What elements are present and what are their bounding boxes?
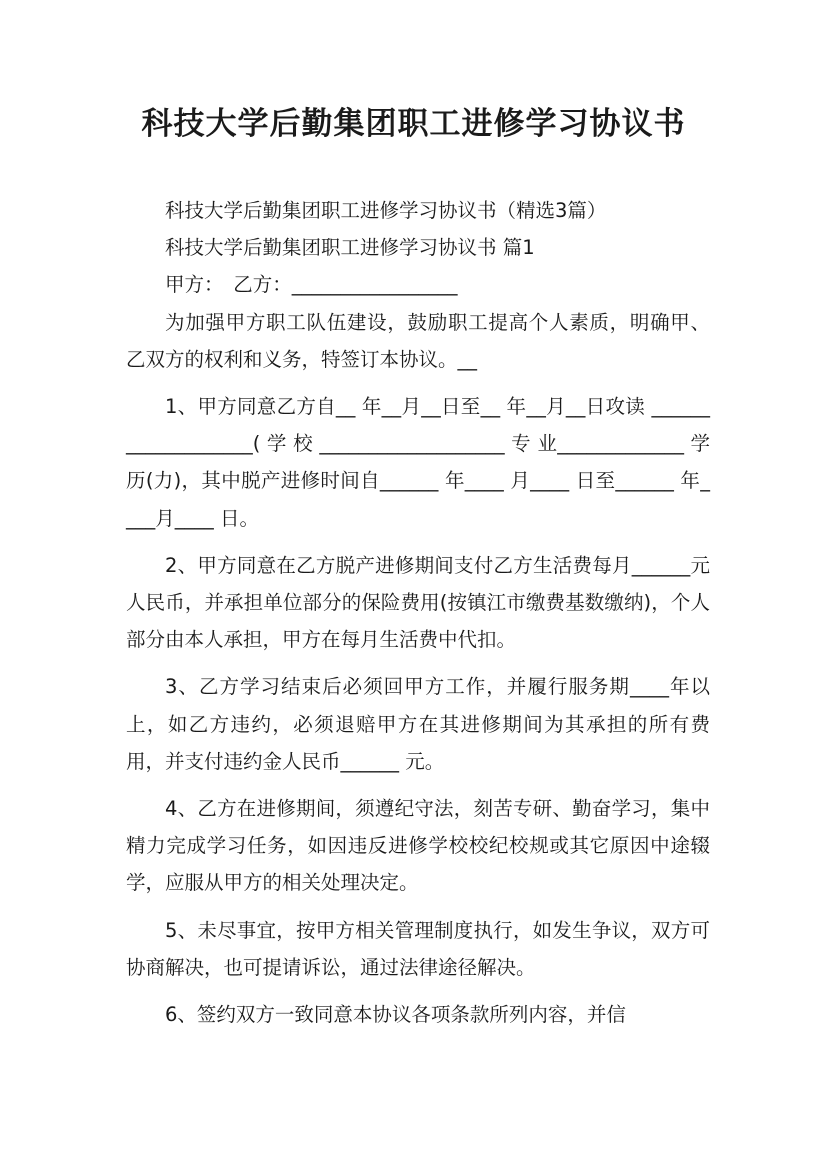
section-heading: 科技大学后勤集团职工进修学习协议书 篇1 bbox=[165, 236, 535, 260]
document-title: 科技大学后勤集团职工进修学习协议书 bbox=[141, 106, 686, 142]
clause-4: 4、乙方在进修期间，须遵纪守法，刻苦专研、勤奋学习，集中精力完成学习任务，如因违反进修学校校纪校规或其它原因中途辍学，应服从甲方的相关处理决定。 bbox=[126, 797, 710, 895]
clause-1: 1、甲方同意乙方自__ 年__月__日至__ 年__月__日攻读 ___________________( 学 校 ___________________ 专 业_____________ 学历(力)，其中脱产进修时间自______ 年____ 月____ 日至______ 年____月____ 日。 bbox=[126, 395, 710, 530]
clause-5: 5、未尽事宜，按甲方相关管理制度执行，如发生争议，双方可协商解决，也可提请诉讼，通过法律途径解决。 bbox=[126, 918, 710, 979]
clause-6: 6、签约双方一致同意本协议各项条款所列内容，并信 bbox=[165, 1003, 626, 1027]
intro-paragraph: 为加强甲方职工队伍建设，鼓励职工提高个人素质，明确甲、乙双方的权利和义务，特签订本协议。__ bbox=[126, 310, 710, 371]
clause-2: 2、甲方同意在乙方脱产进修期间支付乙方生活费每月______元人民币，并承担单位部分的保险费用(按镇江市缴费基数缴纳)，个人部分由本人承担，甲方在每月生活费中代扣。 bbox=[126, 553, 710, 652]
clause-3: 3、乙方学习结束后必须回甲方工作，并履行服务期____年以上，如乙方违约，必须退赔甲方在其进修期间为其承担的所有费用，并支付违约金人民币______ 元。 bbox=[126, 675, 710, 773]
parties-line: 甲方： 乙方：_________________ bbox=[165, 273, 458, 297]
document-body bbox=[126, 192, 710, 1033]
subtitle-line: 科技大学后勤集团职工进修学习协议书（精选3篇） bbox=[165, 199, 607, 222]
